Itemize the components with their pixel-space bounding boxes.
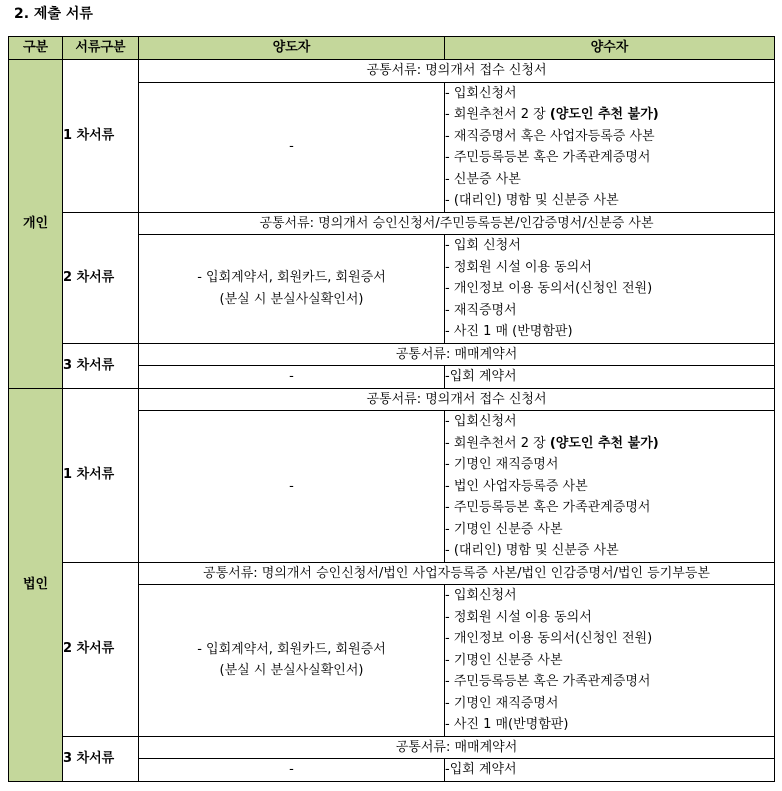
list-item: - 회원추천서 2 장 (양도인 추천 불가) [445,435,659,451]
individual-stage2-common-row [9,212,775,235]
individual-stage2-label: 2 차서류 [63,212,139,343]
group-individual: 개인 [9,60,63,389]
header-row [9,37,775,60]
list-item: - 입회 신청서 [445,238,521,253]
corporate-stage1-buyer [445,411,775,563]
corporate-stage2-seller [139,585,445,737]
individual-stage2-seller [139,235,445,344]
corporate-stage1-common: 공통서류: 명의개서 접수 신청서 [139,388,775,411]
corporate-stage1-label: 1 차서류 [63,388,139,562]
corporate-stage2-buyer [445,585,775,737]
seller-docs-line: - 입회계약서, 회원카드, 회원증서 [197,641,386,657]
list-item: - 개인정보 이용 동의서(신청인 전원) [445,631,653,646]
list-item: - 개인정보 이용 동의서(신청인 전원) [445,281,653,296]
corporate-stage1-seller: - [139,411,445,563]
individual-stage3-buyer: -입회 계약서 [445,366,775,389]
list-item: - 입회신청서 [445,414,517,429]
corporate-stage3-common: 공통서류: 매매계약서 [139,736,775,759]
individual-stage3-common: 공통서류: 매매계약서 [139,343,775,366]
list-item: - (대리인) 명함 및 신분증 사본 [445,543,619,558]
list-item: - 회원추천서 2 장 (양도인 추천 불가) [445,107,659,122]
corporate-stage3-seller: - [139,759,445,782]
individual-stage1-common: 공통서류: 명의개서 접수 신청서 [139,60,775,83]
list-item: - 사진 1 매(반명함판) [445,717,569,732]
list-item: - 기명인 신분증 사본 [445,652,563,668]
corporate-stage2-common-row [9,562,775,585]
documents-table [8,36,775,782]
individual-stage1-common-row [9,60,775,83]
list-item: - 주민등록등본 혹은 가족관계증명서 [445,500,651,515]
list-item: - 신분증 사본 [445,171,521,187]
corporate-stage3-label: 3 차서류 [63,736,139,781]
group-corporate: 법인 [9,388,63,781]
individual-stage3-seller: - [139,366,445,389]
corporate-stage3-common-row [9,736,775,759]
list-item: - 주민등록등본 혹은 가족관계증명서 [445,150,651,165]
individual-stage1-seller: - [139,82,445,212]
header-seller: 양도자 [139,37,445,60]
list-item: - 기명인 신분증 사본 [445,521,563,537]
list-item: - 입회신청서 [445,588,517,603]
seller-docs-note: (분실 시 분실사실확인서) [219,663,364,679]
list-item: - 법인 사업자등록증 사본 [445,478,588,494]
header-doc-type: 서류구분 [63,37,139,60]
corporate-stage3-buyer: -입회 계약서 [445,759,775,782]
individual-stage2-common: 공통서류: 명의개서 승인신청서/주민등록등본/인감증명서/신분증 사본 [139,212,775,235]
corporate-stage1-common-row [9,388,775,411]
individual-stage3-label: 3 차서류 [63,343,139,388]
list-item: - 기명인 재직증명서 [445,695,559,711]
seller-docs-note: (분실 시 분실사실확인서) [219,291,364,307]
individual-stage1-label: 1 차서류 [63,60,139,213]
list-item: - 정회원 시설 이용 동의서 [445,259,592,275]
recommendation-note: (양도인 추천 불가) [549,107,659,122]
corporate-stage2-label: 2 차서류 [63,562,139,736]
list-item: - 정회원 시설 이용 동의서 [445,609,592,625]
list-item: - 재직증명서 [445,302,517,318]
recommendation-note: (양도인 추천 불가) [549,435,659,451]
individual-stage1-buyer [445,82,775,212]
header-buyer: 양수자 [445,37,775,60]
list-item: - 입회신청서 [445,85,517,101]
list-item: - 주민등록등본 혹은 가족관계증명서 [445,674,651,689]
seller-docs-line: - 입회계약서, 회원카드, 회원증서 [197,270,386,286]
individual-stage3-common-row [9,343,775,366]
list-item: - 기명인 재직증명서 [445,457,559,472]
list-item: - 재직증명서 혹은 사업자등록증 사본 [445,128,655,144]
section-title: 2. 제출 서류 [14,6,93,22]
header-category: 구분 [9,37,63,60]
list-item: - 사진 1 매 (반명함판) [445,324,573,339]
list-item: - (대리인) 명함 및 신분증 사본 [445,193,619,208]
individual-stage2-buyer [445,235,775,344]
corporate-stage2-common: 공통서류: 명의개서 승인신청서/법인 사업자등록증 사본/법인 인감증명서/법인 등기부등본 [139,562,775,585]
